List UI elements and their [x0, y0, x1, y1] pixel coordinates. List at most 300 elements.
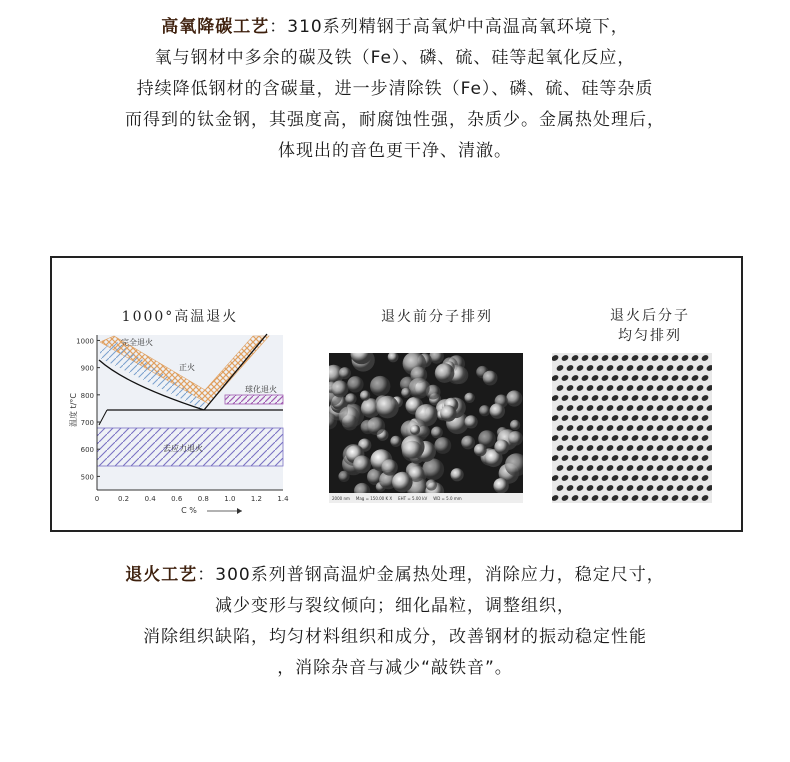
lattice-atom [586, 364, 595, 372]
lattice-atom [641, 394, 650, 402]
lattice-atom [681, 374, 690, 382]
lattice-atom [631, 434, 640, 442]
sem-particle [401, 388, 411, 398]
sem-particle [408, 466, 424, 482]
lattice-atom [641, 434, 650, 442]
annealing-paragraph [0, 560, 790, 684]
lattice-atom [576, 444, 585, 452]
sem-particle [339, 406, 360, 427]
lattice-atom [626, 464, 635, 472]
sem-particle [345, 393, 356, 404]
lattice-atom [701, 354, 710, 362]
lattice-atom [636, 484, 645, 492]
region-spheroidize [225, 395, 283, 404]
lattice-atom [676, 464, 685, 472]
lattice-atom [596, 464, 605, 472]
lattice-atom [596, 444, 605, 452]
lattice-atom [556, 424, 565, 432]
y-tick-labels [76, 337, 100, 481]
lattice-atom [581, 374, 590, 382]
lattice-atom [606, 484, 615, 492]
lattice-atom [552, 454, 559, 462]
sem-particle [494, 440, 509, 455]
lattice-atom [596, 404, 605, 412]
lattice-atom [666, 404, 675, 412]
lattice-atom [576, 484, 585, 492]
lattice-atom [611, 474, 620, 482]
lattice-atom [701, 454, 710, 462]
lattice-atom [581, 414, 590, 422]
x-tick-label: 0 [94, 495, 100, 503]
chart-title: 1000°高温退火 [121, 309, 239, 325]
sem-particle [506, 390, 522, 406]
lattice-atom [686, 444, 695, 452]
lattice-atom [601, 454, 610, 462]
lattice-atom [671, 394, 680, 402]
lattice-atom [656, 464, 665, 472]
lattice-atom [656, 424, 665, 432]
sem-particle [388, 353, 399, 362]
lattice-atom [651, 414, 660, 422]
lattice-atom [571, 354, 580, 362]
lattice-atom [696, 384, 705, 392]
sem-particle [483, 371, 498, 386]
micrograph-before [329, 353, 523, 503]
lattice-atom [671, 454, 680, 462]
sem-particle [353, 455, 371, 473]
lattice-atom [671, 414, 680, 422]
lattice-atom [601, 434, 610, 442]
x-tick-label: 1.2 [250, 495, 262, 503]
lattice-atom [691, 394, 700, 402]
lattice-atom [626, 484, 635, 492]
lattice-atom [656, 444, 665, 452]
lattice-atom [591, 414, 600, 422]
lattice-atom [656, 484, 665, 492]
sem-particle [390, 436, 401, 447]
lattice-atom [581, 494, 590, 502]
sem-particle [434, 437, 451, 454]
lattice-atom [691, 374, 700, 382]
lattice-atom [686, 464, 695, 472]
lattice-atom [581, 434, 590, 442]
lattice-atom [641, 494, 650, 502]
annealing-figure-panel [50, 256, 743, 532]
lattice-atom [611, 414, 620, 422]
lattice-atom [661, 354, 670, 362]
lattice-atom [631, 474, 640, 482]
lattice-atom [606, 444, 615, 452]
lattice-atom [566, 364, 575, 372]
lattice-atom [621, 354, 630, 362]
lattice-atom [661, 454, 670, 462]
lattice-atom [696, 444, 705, 452]
lattice-atom [561, 374, 570, 382]
lattice-atom [676, 484, 685, 492]
lattice-atom [706, 364, 712, 372]
lattice-atom [646, 424, 655, 432]
x-tick-label: 0.2 [118, 495, 130, 503]
lattice-atom [561, 414, 570, 422]
x-axis-arrowhead [237, 508, 242, 514]
micrograph-after [552, 353, 712, 503]
lattice-atom [621, 474, 630, 482]
lattice-atom [686, 364, 695, 372]
sem-particle [410, 425, 420, 435]
lattice-atom [581, 394, 590, 402]
x-axis-label: C % [181, 506, 197, 515]
lattice-atom [681, 434, 690, 442]
lattice-atom [646, 364, 655, 372]
x-tick-label: 0.8 [197, 495, 209, 503]
x-tick-label: 1.4 [277, 495, 289, 503]
lattice-atom [691, 474, 700, 482]
lattice-atom [561, 434, 570, 442]
sem-particle [474, 444, 487, 457]
sem-particle [440, 405, 456, 421]
lattice-atom [566, 424, 575, 432]
intro-line-4: 而得到的钛金钢，其强度高，耐腐蚀性强，杂质少。金属热处理后， [125, 110, 665, 130]
sem-particle [431, 427, 443, 439]
lattice-atom [701, 414, 710, 422]
lattice-atom [576, 364, 585, 372]
lattice-atom [641, 454, 650, 462]
annealing-line-3: 消除组织缺陷，均匀材料组织和成分，改善钢材的振动稳定性能 [143, 627, 647, 647]
lattice-atom [701, 494, 710, 502]
lattice-atom [631, 454, 640, 462]
lattice-atom [636, 364, 645, 372]
before-annealing-caption: 退火前分子排列 [381, 309, 493, 325]
lattice-atom [666, 464, 675, 472]
y-tick-label: 1000 [76, 337, 94, 346]
lattice-atom [616, 424, 625, 432]
lattice-atom [552, 394, 559, 402]
lattice-atom [706, 484, 712, 492]
lattice-atom [696, 364, 705, 372]
lattice-atom [701, 474, 710, 482]
label-full-anneal: 完全退火 [121, 338, 153, 347]
label-spheroidize: 球化退火 [245, 385, 277, 394]
lattice-atom [571, 494, 580, 502]
lattice-atom [646, 464, 655, 472]
lattice-atom [556, 384, 565, 392]
y-tick-label: 500 [80, 473, 94, 482]
sem-particle [347, 376, 363, 392]
lattice-atom [606, 364, 615, 372]
x-tick-label: 1.0 [224, 495, 236, 503]
lattice-atom [671, 354, 680, 362]
lattice-atom [641, 474, 650, 482]
lattice-atom [552, 414, 559, 422]
lattice-atom [561, 454, 570, 462]
lattice-atom [611, 454, 620, 462]
lattice-atom [626, 444, 635, 452]
lattice-atom [691, 454, 700, 462]
lattice-atom [656, 364, 665, 372]
lattice-atom [606, 384, 615, 392]
y-tick-label: 900 [80, 364, 94, 373]
lattice-atom [586, 484, 595, 492]
lattice-atom [681, 454, 690, 462]
annealing-line-2: 减少变形与裂纹倾向；细化晶粒，调整组织， [215, 596, 575, 616]
lattice-atom [656, 404, 665, 412]
sem-particle [464, 393, 474, 403]
lattice-atom [616, 384, 625, 392]
annealing-heading: 退火工艺 [125, 565, 198, 585]
lattice-atom [691, 414, 700, 422]
lattice-atom [601, 374, 610, 382]
lattice-atom [696, 464, 705, 472]
lattice-atom [571, 434, 580, 442]
lattice-atom [686, 424, 695, 432]
lattice-atom [566, 384, 575, 392]
lattice-atom [631, 494, 640, 502]
lattice-atom [601, 394, 610, 402]
lattice-atom [571, 374, 580, 382]
lattice-atom [621, 494, 630, 502]
sem-particle [339, 367, 351, 379]
lattice-atom [651, 434, 660, 442]
intro-heading: 高氧降碳工艺 [161, 17, 270, 37]
lattice-atom [681, 394, 690, 402]
lattice-atom [552, 474, 559, 482]
lattice-atom [556, 404, 565, 412]
sem-particle [409, 378, 430, 399]
lattice-atom [596, 484, 605, 492]
lattice-atom [561, 394, 570, 402]
lattice-atom [591, 434, 600, 442]
label-stress-relief: 去应力退火 [163, 444, 203, 453]
lattice-atom [566, 404, 575, 412]
x-tick-label: 0.4 [144, 495, 156, 503]
lattice-atom [626, 384, 635, 392]
lattice-atom [591, 454, 600, 462]
lattice-atom [616, 364, 625, 372]
lattice-atom [666, 364, 675, 372]
lattice-atom [591, 354, 600, 362]
intro-line-2: 氧与钢材中多余的碳及铁（Fe）、磷、硫、硅等起氧化反应， [154, 48, 636, 68]
sem-particle [376, 396, 399, 419]
lattice-atom [681, 354, 690, 362]
lattice-atom [586, 424, 595, 432]
lattice-atom [706, 404, 712, 412]
lattice-atom [646, 404, 655, 412]
lattice-atom [626, 364, 635, 372]
lattice-atom [701, 374, 710, 382]
annealing-line-4: ，消除杂音与减少“敲铁音”。 [277, 658, 513, 678]
process-intro-paragraph [0, 12, 790, 167]
lattice-atom [616, 464, 625, 472]
lattice-atom [601, 494, 610, 502]
lattice-atom [596, 384, 605, 392]
lattice-atom [581, 454, 590, 462]
lattice-atom [591, 474, 600, 482]
lattice-atom [571, 454, 580, 462]
lattice-atom [631, 414, 640, 422]
sem-particle [338, 471, 349, 482]
lattice-atom [646, 444, 655, 452]
lattice-atom [631, 374, 640, 382]
intro-line-1: 高氧降碳工艺：310系列精钢于高氧炉中高温高氧环境下， [161, 17, 629, 37]
lattice-atom [586, 384, 595, 392]
lattice-atom [596, 364, 605, 372]
lattice-atom [661, 434, 670, 442]
lattice-atom [611, 394, 620, 402]
sem-particle [402, 441, 423, 462]
lattice-atom [566, 484, 575, 492]
lattice-atom [706, 424, 712, 432]
lattice-atom [606, 404, 615, 412]
lattice-atom [666, 424, 675, 432]
lattice-atom [666, 384, 675, 392]
lattice-atom [651, 394, 660, 402]
lattice-atom [676, 404, 685, 412]
lattice-atom [641, 374, 650, 382]
sem-particle [479, 405, 490, 416]
lattice-atom [636, 424, 645, 432]
lattice-atom [616, 404, 625, 412]
lattice-atom [641, 414, 650, 422]
lattice-atom [556, 464, 565, 472]
sem-particle [451, 468, 464, 481]
lattice-atom [651, 374, 660, 382]
lattice-atom [626, 424, 635, 432]
lattice-atom [676, 444, 685, 452]
lattice-atom [636, 384, 645, 392]
phase-diagram-chart [67, 330, 292, 530]
sem-particle [508, 431, 523, 446]
lattice-atom [552, 354, 559, 362]
lattice-atom [596, 424, 605, 432]
lattice-atom [552, 494, 559, 502]
y-tick-label: 700 [80, 419, 94, 428]
sem-particle [461, 436, 475, 450]
sem-particle [465, 415, 478, 428]
lattice-atom [666, 484, 675, 492]
lattice-atom [566, 444, 575, 452]
sem-particle [370, 376, 390, 396]
lattice-atom [681, 494, 690, 502]
lattice-atom [631, 354, 640, 362]
lattice-atom [696, 424, 705, 432]
lattice-atom [686, 384, 695, 392]
lattice-atom [606, 424, 615, 432]
lattice-atom [671, 474, 680, 482]
lattice-atom [631, 394, 640, 402]
lattice-atom [556, 484, 565, 492]
lattice-atom [646, 484, 655, 492]
lattice-atom [601, 354, 610, 362]
lattice-atom [646, 384, 655, 392]
lattice-atom [552, 434, 559, 442]
lattice-atom [706, 464, 712, 472]
lattice-atom [686, 404, 695, 412]
lattice-atom [666, 444, 675, 452]
sem-particle [493, 478, 508, 493]
lattice-atom [651, 454, 660, 462]
lattice-atom [621, 394, 630, 402]
lattice-atom [696, 484, 705, 492]
x-tick-label: 0.6 [171, 495, 183, 503]
sem-particle [332, 380, 349, 397]
sem-particle [510, 420, 520, 430]
lattice-atom [636, 464, 645, 472]
lattice-atom [621, 414, 630, 422]
lattice-atom [576, 464, 585, 472]
lattice-atom [701, 394, 710, 402]
sem-particle [360, 390, 370, 400]
lattice-atom [616, 444, 625, 452]
sem-particle [381, 459, 397, 475]
lattice-atom [586, 464, 595, 472]
lattice-atom [576, 404, 585, 412]
intro-line-5: 体现出的音色更干净、清澈。 [278, 141, 512, 161]
sem-particles-image [329, 353, 523, 503]
sem-particle [367, 417, 385, 435]
lattice-atom [576, 424, 585, 432]
micrograph-info-bar: 2000 nm Mag = 150.00 K X EHT = 5.00 kV WD = 5.0 mm [329, 493, 523, 503]
lattice-atom [671, 374, 680, 382]
lattice-atom [601, 414, 610, 422]
y-tick-label: 800 [80, 391, 94, 400]
x-tick-labels [95, 495, 289, 503]
lattice-atom [616, 484, 625, 492]
lattice-atom [671, 494, 680, 502]
lattice-atom [651, 474, 660, 482]
lattice-atom [691, 354, 700, 362]
lattice-atom [706, 384, 712, 392]
lattice-atom [611, 354, 620, 362]
lattice-atom [561, 474, 570, 482]
lattice-atom [706, 444, 712, 452]
lattice-atom [661, 474, 670, 482]
lattice-atom [671, 434, 680, 442]
lattice-atom [556, 364, 565, 372]
lattice-atom [576, 384, 585, 392]
lattice-atom [701, 434, 710, 442]
lattice-atom [696, 404, 705, 412]
lattice-atom [591, 374, 600, 382]
lattice-atom [651, 354, 660, 362]
lattice-atom [681, 414, 690, 422]
lattice-atom [636, 404, 645, 412]
lattice-atom [571, 414, 580, 422]
lattice-atom [651, 494, 660, 502]
annealing-line-1: 退火工艺：300系列普钢高温炉金属热处理，消除应力，稳定尺寸， [125, 565, 665, 585]
sem-particle [426, 479, 437, 490]
lattice-atom [676, 424, 685, 432]
lattice-atom [586, 444, 595, 452]
after-annealing-caption: 退火后分子 均匀排列 [610, 308, 690, 344]
lattice-atom [691, 434, 700, 442]
lattice-atom [561, 494, 570, 502]
lattice-atom [661, 494, 670, 502]
lattice-atom [556, 444, 565, 452]
lattice-atom [606, 464, 615, 472]
sem-particle [490, 403, 505, 418]
lattice-atom [571, 394, 580, 402]
lattice-atom [691, 494, 700, 502]
lattice-atom [636, 444, 645, 452]
lattice-pattern-image [552, 353, 712, 503]
y-tick-label: 600 [80, 446, 94, 455]
label-normalizing: 正火 [179, 363, 195, 372]
lattice-atom [621, 374, 630, 382]
sem-particle [435, 363, 455, 383]
lattice-atom [626, 404, 635, 412]
lattice-atom [621, 454, 630, 462]
lattice-atom [676, 384, 685, 392]
